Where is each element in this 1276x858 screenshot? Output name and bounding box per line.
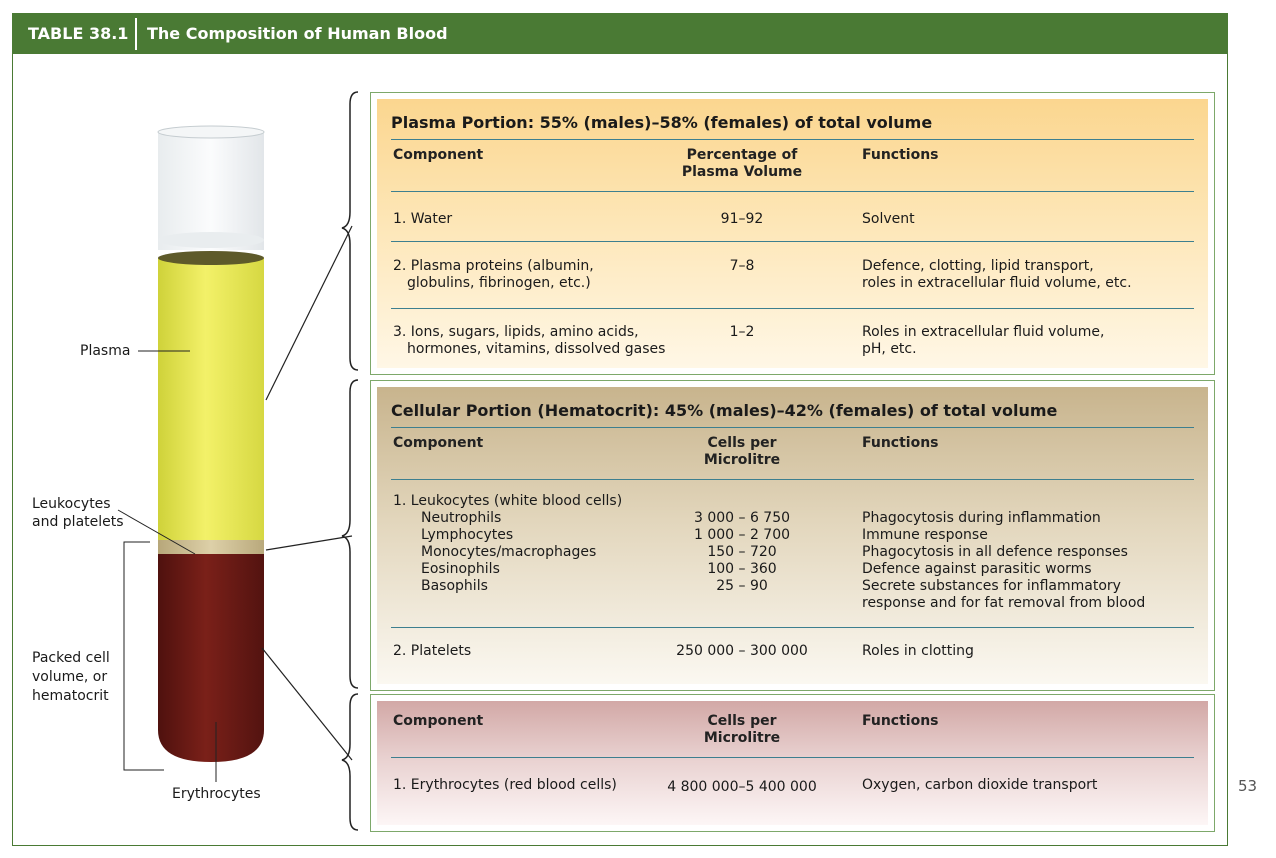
cellular-connector bbox=[266, 536, 352, 550]
row-value: 4 800 000–5 400 000 bbox=[667, 779, 817, 795]
column-header-functions: Functions bbox=[862, 713, 939, 729]
red-cell-layer bbox=[158, 554, 264, 762]
table-number: TABLE 38.1 bbox=[28, 24, 129, 43]
column-header-component: Component bbox=[393, 147, 484, 163]
row-component: 2. Platelets bbox=[393, 643, 472, 659]
row-functions: Roles in clotting bbox=[862, 643, 974, 659]
row-component bbox=[393, 258, 594, 292]
plasma-layer bbox=[158, 251, 264, 540]
cellular-panel bbox=[370, 380, 1215, 691]
cellular-panel-heading: Cellular Portion (Hematocrit): 45% (males)–42% (females) of total volume bbox=[391, 401, 1058, 420]
row-value: 3 000 – 6 750 bbox=[693, 510, 791, 526]
erythrocyte-connector bbox=[262, 648, 352, 760]
plasma-connector bbox=[266, 226, 352, 400]
row-component: Monocytes/macrophages bbox=[421, 544, 597, 560]
row-functions-line1: Roles in extracellular fluid volume, bbox=[862, 324, 1105, 340]
column-header-value bbox=[662, 147, 822, 181]
row-component-line2: globulins, fibrinogen, etc.) bbox=[407, 275, 591, 291]
divider bbox=[391, 139, 1194, 140]
row-functions bbox=[862, 578, 1145, 612]
plasma-panel-body bbox=[377, 99, 1208, 368]
row-value: 250 000 – 300 000 bbox=[676, 643, 808, 659]
tube-glass bbox=[158, 126, 264, 250]
divider bbox=[391, 627, 1194, 628]
row-value: 25 – 90 bbox=[716, 578, 768, 594]
divider bbox=[391, 308, 1194, 309]
row-value: 91–92 bbox=[720, 211, 764, 227]
plasma-label: Plasma bbox=[80, 343, 131, 359]
row-functions bbox=[862, 258, 1132, 292]
row-component: Neutrophils bbox=[421, 510, 502, 526]
divider bbox=[391, 191, 1194, 192]
row-value: 1 000 – 2 700 bbox=[693, 527, 791, 543]
column-header-value-line2: Microlitre bbox=[703, 452, 781, 468]
row-component-line1: 2. Plasma proteins (albumin, bbox=[393, 258, 594, 274]
row-component: Basophils bbox=[421, 578, 488, 594]
column-header-value bbox=[662, 435, 822, 469]
column-header-value-line1: Cells per bbox=[707, 713, 777, 729]
row-component-line1: 3. Ions, sugars, lipids, amino acids, bbox=[393, 324, 639, 340]
row-functions-line2: response and for fat removal from blood bbox=[862, 595, 1146, 611]
leukocytes-label-line2: and platelets bbox=[32, 514, 124, 530]
row-functions: Solvent bbox=[862, 211, 915, 227]
divider bbox=[391, 241, 1194, 242]
table-title: The Composition of Human Blood bbox=[147, 24, 448, 43]
erythrocytes-label: Erythrocytes bbox=[172, 786, 261, 802]
page-number: 53 bbox=[1238, 777, 1258, 795]
column-header-value-line2: Plasma Volume bbox=[681, 164, 803, 180]
erythrocyte-brace bbox=[342, 694, 358, 830]
column-header-value bbox=[662, 713, 822, 747]
row-functions-line2: roles in extracellular fluid volume, etc. bbox=[862, 275, 1132, 291]
hematocrit-label-line2: volume, or bbox=[32, 669, 108, 685]
row-functions: Immune response bbox=[862, 527, 988, 543]
hematocrit-label-line3: hematocrit bbox=[32, 688, 109, 704]
row-component: Lymphocytes bbox=[421, 527, 514, 543]
row-value: 1–2 bbox=[729, 324, 755, 340]
column-header-component: Component bbox=[393, 435, 484, 451]
row-component: 1. Water bbox=[393, 211, 453, 227]
row-component bbox=[393, 324, 665, 358]
erythrocyte-panel bbox=[370, 694, 1215, 832]
column-header-functions: Functions bbox=[862, 435, 939, 451]
column-header-value-line2: Microlitre bbox=[703, 730, 781, 746]
column-header-value-line1: Cells per bbox=[707, 435, 777, 451]
row-functions-line2: pH, etc. bbox=[862, 341, 917, 357]
divider bbox=[391, 427, 1194, 428]
erythrocyte-panel-body bbox=[377, 701, 1208, 825]
row-functions-line1: Secrete substances for inflammatory bbox=[862, 578, 1121, 594]
divider bbox=[391, 479, 1194, 480]
row-functions: Phagocytosis during inflammation bbox=[862, 510, 1101, 526]
row-functions-line1: Defence, clotting, lipid transport, bbox=[862, 258, 1094, 274]
row-component: 1. Erythrocytes (red blood cells) bbox=[393, 777, 617, 793]
row-functions bbox=[862, 324, 1104, 358]
row-component-line2: hormones, vitamins, dissolved gases bbox=[407, 341, 666, 357]
row-functions: Oxygen, carbon dioxide transport bbox=[862, 777, 1098, 793]
cellular-brace bbox=[342, 380, 358, 688]
cellular-panel-body bbox=[377, 387, 1208, 684]
row-functions: Defence against parasitic worms bbox=[862, 561, 1092, 577]
row-value: 7–8 bbox=[729, 258, 755, 274]
row-functions: Phagocytosis in all defence responses bbox=[862, 544, 1128, 560]
hematocrit-label-line1: Packed cell bbox=[32, 650, 110, 666]
plasma-panel-heading: Plasma Portion: 55% (males)–58% (females) of total volume bbox=[391, 113, 933, 132]
row-value: 150 – 720 bbox=[707, 544, 777, 560]
column-header-functions: Functions bbox=[862, 147, 939, 163]
leukocytes-heading: 1. Leukocytes (white blood cells) bbox=[393, 493, 623, 509]
column-header-value-line1: Percentage of bbox=[686, 147, 798, 163]
column-header-component: Component bbox=[393, 713, 484, 729]
leukocytes-label-line1: Leukocytes bbox=[32, 496, 111, 512]
row-value: 100 – 360 bbox=[707, 561, 777, 577]
divider bbox=[391, 757, 1194, 758]
plasma-panel bbox=[370, 92, 1215, 375]
row-component: Eosinophils bbox=[421, 561, 500, 577]
